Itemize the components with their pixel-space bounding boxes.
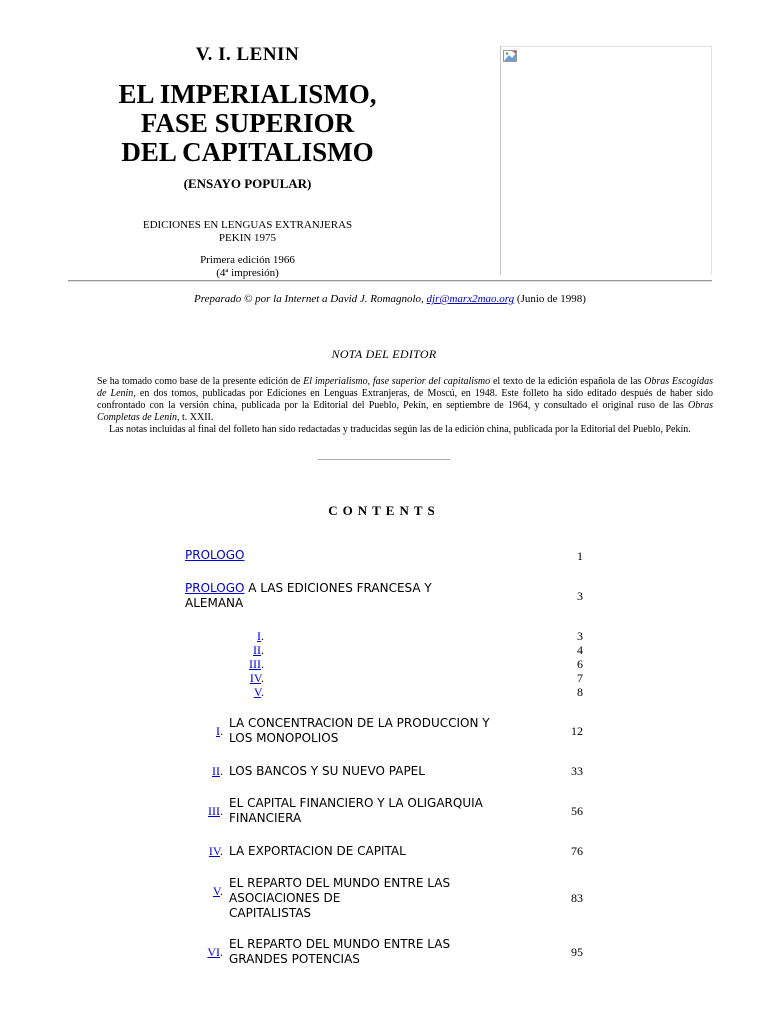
book-subtitle: (ENSAYO POPULAR) [183,176,312,191]
chapter-title-line: CAPITALISTAS [229,906,312,920]
note-text: el texto de la edición española de las [490,376,645,387]
editor-note-body [97,376,713,436]
chapter-title [229,876,549,921]
chapter-title-line: ASOCIACIONES DE [229,891,341,905]
chapter-link[interactable]: I [216,724,220,738]
toc-title: A LAS EDICIONES FRANCESA Y [244,581,432,595]
book-title [95,80,400,167]
chapter-number: I. [216,724,223,738]
sub-section-link[interactable]: I [257,629,261,643]
separator-line [68,280,712,282]
sub-section-link[interactable]: IV [249,671,261,685]
sub-section-list: I. II. III. IV. V. [249,629,264,699]
cover-image-frame [500,46,712,275]
chapter-number: II. [212,764,223,778]
chapter-number: IV. [208,844,223,858]
sub-section-link[interactable]: II [253,643,261,657]
chapter-title-line: LA CONCENTRACION DE LA PRODUCCION Y [229,716,490,730]
chapter-title-line: GRANDES POTENCIAS [229,952,360,966]
chapter-link[interactable]: IV [208,844,220,858]
chapter-title-line: EL REPARTO DEL MUNDO ENTRE LAS [229,876,451,890]
credit-date: (Junio de 1998) [514,293,586,305]
chapter-title-line: EL CAPITAL FINANCIERO Y LA OLIGARQUIA [229,796,483,810]
author-name: V. I. LENIN [195,44,300,65]
note-italic: El imperialismo, fase superior del capitalismo [303,376,491,387]
toc-title: ALEMANA [185,596,244,610]
contents-heading: CONTENTS [328,503,440,518]
chapter-title [229,796,549,826]
prologo-ediciones-link[interactable]: PROLOGO [185,581,245,595]
chapter-number: VI. [207,945,223,959]
toc-item-prologo-ediciones [185,581,505,611]
chapter-number: III. [208,804,223,818]
chapter-title [229,716,549,746]
broken-image-icon [503,50,517,62]
toc-page-number: 8 [577,685,583,699]
publisher-line: EDICIONES EN LENGUAS EXTRANJERAS [142,219,353,231]
chapter-title-line: LA EXPORTACION DE CAPITAL [229,844,406,858]
chapter-link[interactable]: V [212,884,220,898]
note-text: Se ha tomado como base de la presente edición de [97,376,304,387]
toc-page-number: 3 [577,629,583,643]
toc-page-number: 6 [577,657,583,671]
note-paragraph: Las notas incluidas al final del folleto han sido redactadas y traducidas según las de la edición china, publicada por la Editorial del Pueblo, Pekín. [109,424,691,435]
chapter-title [229,937,549,967]
toc-page-number: 4 [577,643,583,657]
toc-page-number: 83 [571,891,583,905]
title-line: EL IMPERIALISMO, [118,79,377,109]
toc-item-prologo [185,548,244,563]
chapter-link[interactable]: VI [207,945,220,959]
chapter-title-line: LOS BANCOS Y SU NUEVO PAPEL [229,764,425,778]
toc-page-number: 1 [577,549,583,563]
chapter-title-line: EL REPARTO DEL MUNDO ENTRE LAS [229,937,451,951]
preparer-credit [68,293,712,305]
chapter-title [229,844,549,859]
note-text: , en dos tomos, publicadas por Ediciones en Lenguas Extranjeras, de Moscú, en 1948. Este folleto ha sido editado después de haber sido confrontado con la versión china, publicada por la Editorial del Pueblo, Pekín, en septiembre de 1964, y consultado el original ruso de las [97,388,713,411]
note-italic: Obras Escogidas de Lenin [97,376,713,399]
edition-line: Primera edición 1966 [200,254,295,266]
edition-info [95,254,400,280]
toc-page-number: 33 [571,764,583,778]
publisher-line: PEKIN 1975 [218,232,277,244]
chapter-link[interactable]: III [208,804,220,818]
chapter-link[interactable]: II [212,764,220,778]
publisher-info [95,219,400,245]
title-line: DEL CAPITALISMO [121,137,374,167]
toc-page-number: 56 [571,804,583,818]
chapter-title-line: LOS MONOPOLIOS [229,731,339,745]
sub-section-link[interactable]: V [253,685,261,699]
chapter-title [229,764,549,779]
note-paragraph [97,376,713,424]
toc-page-number: 7 [577,671,583,685]
sub-section-pages [543,629,583,699]
toc-page-number: 3 [577,589,583,603]
note-italic: Obras Completas de Lenin [97,400,713,423]
email-link[interactable]: djr@marx2mao.org [426,293,515,305]
toc-page-number: 95 [571,945,583,959]
short-separator [318,459,450,460]
editor-note-heading: NOTA DEL EDITOR [331,347,437,361]
chapter-number: V. [212,884,223,898]
chapter-title-line: FINANCIERA [229,811,302,825]
sub-section-link[interactable]: III [249,657,261,671]
edition-line: (4ª impresión) [216,267,279,279]
prologo-link[interactable]: PROLOGO [185,548,245,562]
title-line: FASE SUPERIOR [140,108,355,138]
credit-prefix: Preparado © por la Internet a David J. Romagnolo, [194,293,427,305]
toc-page-number: 12 [571,724,583,738]
toc-page-number: 76 [571,844,583,858]
note-text: , t. XXII. [177,412,214,423]
